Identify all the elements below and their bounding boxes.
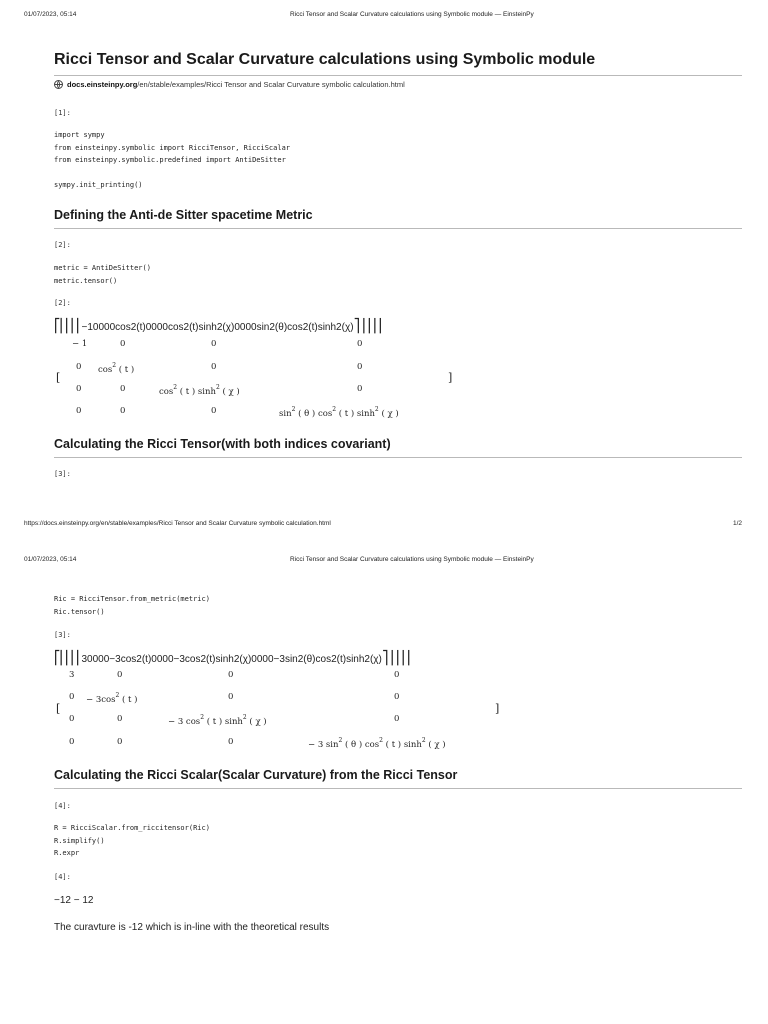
matrix-cell: 0 xyxy=(76,362,82,372)
code-cell-4: R = RicciScalar.from_riccitensor(Ric) R.simplify() R.expr xyxy=(54,824,210,857)
print-header-title: Ricci Tensor and Scalar Curvature calculations using Symbolic module — EinsteinPy xyxy=(290,11,534,18)
bracket-glyphs-right: ⎤⎥⎥⎥⎥ xyxy=(381,651,410,666)
matrix-cell: 0 xyxy=(211,362,217,372)
page-title: Ricci Tensor and Scalar Curvature calculations using Symbolic module xyxy=(54,51,596,68)
matrix-cell: 0 xyxy=(228,692,234,702)
matrix-cell: 0 xyxy=(394,714,400,724)
matrix-cell: − 1 xyxy=(72,339,88,349)
matrix-left-bracket: [ xyxy=(56,702,61,715)
matrix-right-bracket: ] xyxy=(495,702,500,715)
metric-garbled-line xyxy=(54,317,381,335)
matrix-cell: 0 xyxy=(76,406,82,416)
matrix-cell: 0 xyxy=(69,714,75,724)
input-prompt-4: [4]: xyxy=(54,802,71,810)
title-divider xyxy=(54,75,742,76)
matrix-cell: 0 xyxy=(228,737,234,747)
code-cell-3: Ric = RicciTensor.from_metric(metric) Ric.tensor() xyxy=(54,595,210,616)
globe-icon xyxy=(54,80,63,89)
output-prompt-4: [4]: xyxy=(54,873,71,881)
matrix-cell: 0 xyxy=(120,406,126,416)
metric-garbled-text: −10000cos2(t)0000cos2(t)sinh2(χ)0000sin2(θ)cos2(t)sinh2(χ) xyxy=(81,322,354,333)
matrix-cell: 0 xyxy=(117,670,123,680)
section-heading-ricci-scalar: Calculating the Ricci Scalar(Scalar Curvature) from the Ricci Tensor xyxy=(54,768,458,782)
matrix-cell: 0 xyxy=(69,692,75,702)
conclusion-text: The curavture is -12 which is in-line with the theoretical results xyxy=(54,922,330,933)
matrix-cell: 0 xyxy=(76,384,82,394)
scalar-output-value: −12 − 12 xyxy=(54,895,94,906)
ricci-garbled-text: 30000−3cos2(t)0000−3cos2(t)sinh2(χ)0000−3sin2(θ)cos2(t)sinh2(χ) xyxy=(81,654,382,665)
matrix-cell: 0 xyxy=(120,339,126,349)
matrix-cell: 0 xyxy=(117,714,123,724)
code-cell-2: metric = AntiDeSitter() metric.tensor() xyxy=(54,264,151,285)
matrix-cell: 0 xyxy=(394,692,400,702)
matrix-cell: 0 xyxy=(228,670,234,680)
section-divider xyxy=(54,457,742,458)
code-cell-1: import sympy from einsteinpy.symbolic import RicciTensor, RicciScalar from einsteinpy.symbolic.predefined import AntiDeSitter sympy.init_printing() xyxy=(54,131,291,189)
input-prompt-3: [3]: xyxy=(54,470,71,478)
matrix-cell: 0 xyxy=(357,362,363,372)
matrix-cell: 0 xyxy=(394,670,400,680)
bracket-glyphs-right: ⎤⎥⎥⎥⎥ xyxy=(353,319,382,334)
matrix-cell: − 3 $\sin^2$ ( θ ) $\cos^2$ ( t ) $\sinh^2$ ( χ ) xyxy=(308,737,446,750)
matrix-cell: 0 xyxy=(357,384,363,394)
ricci-garbled-line xyxy=(54,649,409,667)
matrix-right-bracket: ] xyxy=(448,371,453,384)
input-prompt-2: [2]: xyxy=(54,241,71,249)
input-prompt-1: [1]: xyxy=(54,109,71,117)
matrix-cell: $\cos^2$ ( t ) $\sinh^2$ ( χ ) xyxy=(159,384,240,397)
output-prompt-3: [3]: xyxy=(54,631,71,639)
matrix-cell: 3 xyxy=(69,670,75,680)
print-footer-page: 1/2 xyxy=(733,520,743,527)
source-domain: docs.einsteinpy.org xyxy=(67,80,138,89)
source-path: /en/stable/examples/Ricci Tensor and Scalar Curvature symbolic calculation.html xyxy=(137,80,405,89)
section-divider xyxy=(54,788,742,789)
matrix-cell: $\sin^2$ ( θ ) $\cos^2$ ( t ) $\sinh^2$ ( χ ) xyxy=(279,406,399,419)
bracket-glyphs-left: ⎡⎢⎢⎢⎢ xyxy=(54,651,82,666)
print-header-datetime: 01/07/2023, 05:14 xyxy=(24,556,77,563)
matrix-cell: 0 xyxy=(117,737,123,747)
print-header-title: Ricci Tensor and Scalar Curvature calculations using Symbolic module — EinsteinPy xyxy=(290,556,534,563)
section-divider xyxy=(54,228,742,229)
output-prompt-2: [2]: xyxy=(54,299,71,307)
source-link[interactable] xyxy=(67,80,405,89)
matrix-cell: − $3\cos^2$ ( t ) xyxy=(86,692,138,705)
matrix-cell: − 3 $\cos^2$ ( t ) $\sinh^2$ ( χ ) xyxy=(168,714,267,727)
matrix-cell: $\cos^2$ ( t ) xyxy=(98,362,135,375)
matrix-left-bracket: [ xyxy=(56,371,61,384)
section-heading-ricci-tensor: Calculating the Ricci Tensor(with both indices covariant) xyxy=(54,437,391,451)
matrix-cell: 0 xyxy=(211,339,217,349)
section-heading-metric: Defining the Anti-de Sitter spacetime Metric xyxy=(54,208,313,222)
print-header-datetime: 01/07/2023, 05:14 xyxy=(24,11,77,18)
matrix-cell: 0 xyxy=(357,339,363,349)
print-footer-url: https://docs.einsteinpy.org/en/stable/examples/Ricci Tensor and Scalar Curvature symbolic calculation.html xyxy=(24,520,331,527)
bracket-glyphs-left: ⎡⎢⎢⎢⎢ xyxy=(54,319,82,334)
matrix-cell: 0 xyxy=(69,737,75,747)
matrix-cell: 0 xyxy=(211,406,217,416)
matrix-cell: 0 xyxy=(120,384,126,394)
